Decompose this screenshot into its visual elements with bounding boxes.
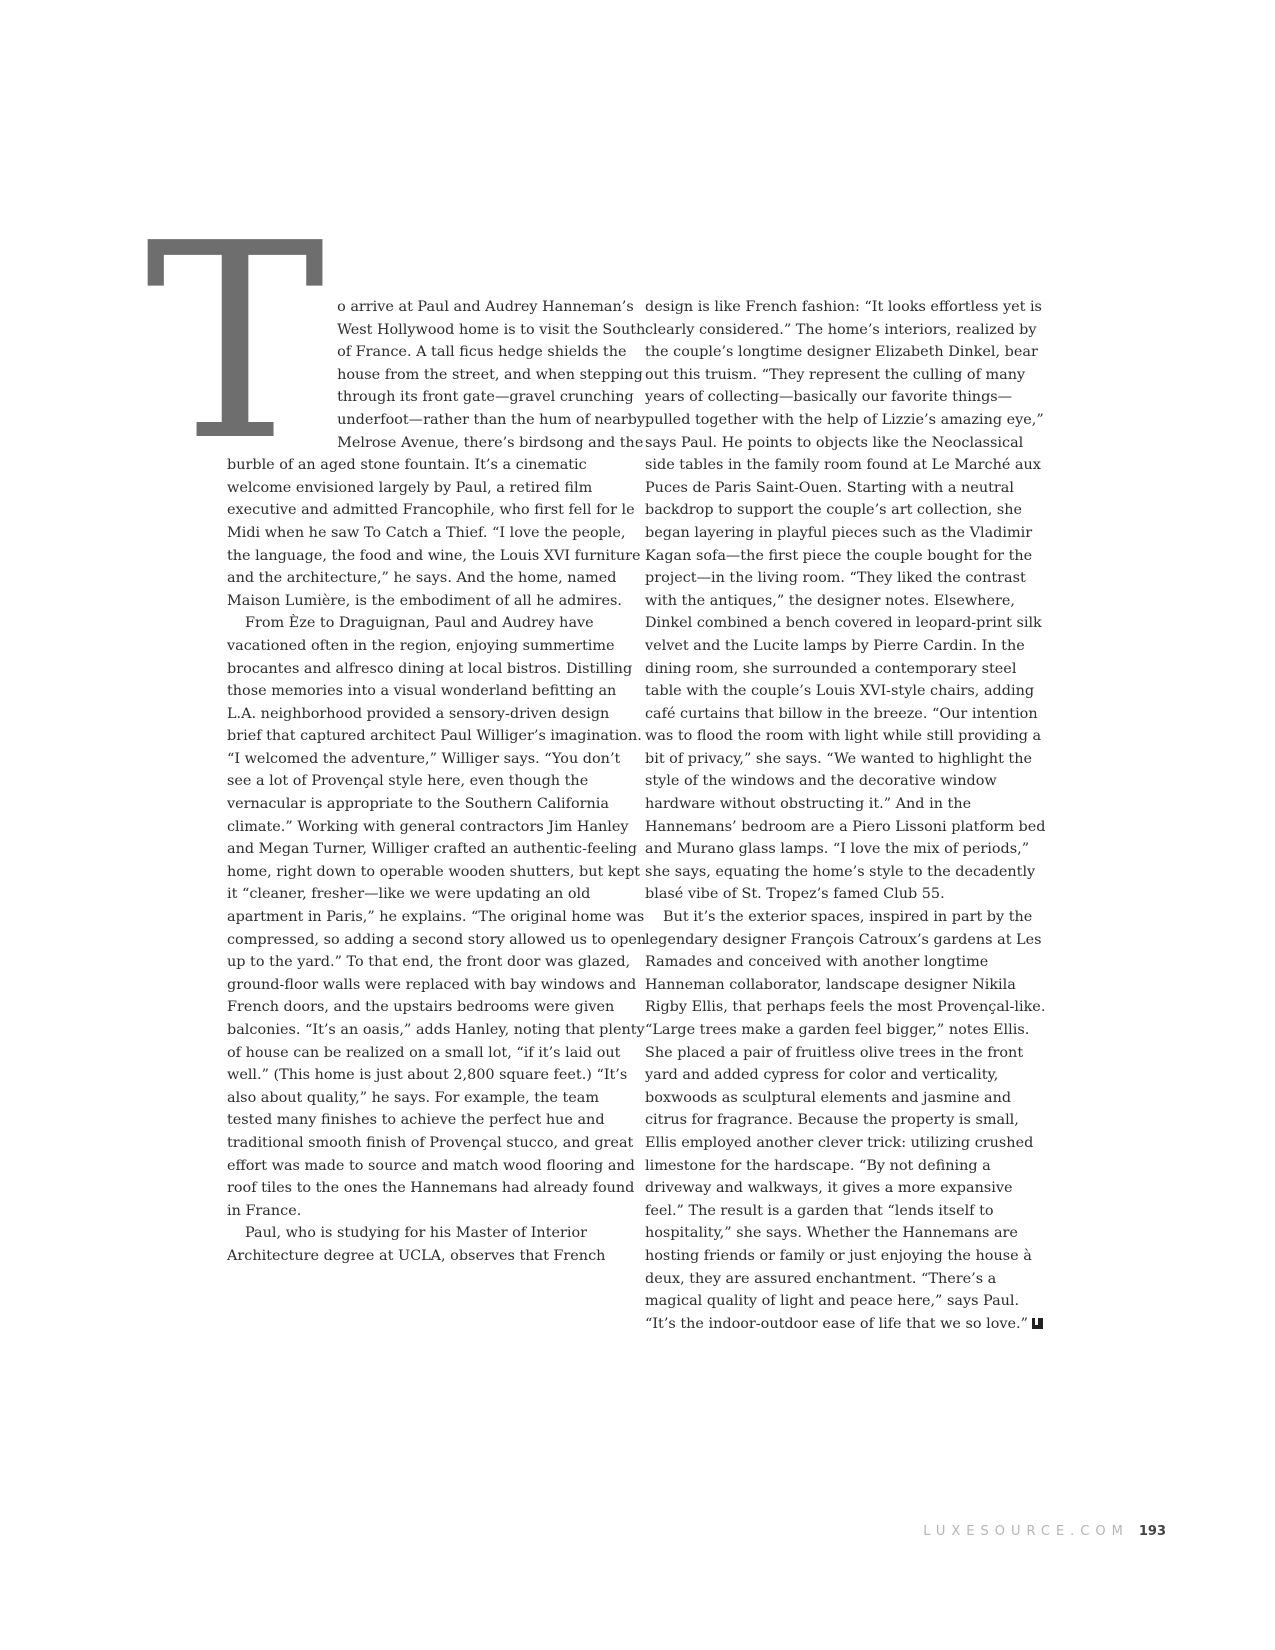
page-footer [923,1524,1166,1539]
end-mark-icon [1032,1318,1043,1329]
site-url: LUXESOURCE.COM [923,1524,1129,1539]
paragraph-3: Paul, who is studying for his Master of Interior Architecture degree at UCLA, observes that French [227,1225,606,1264]
article-column-left [145,185,647,1268]
paragraph-5 [645,906,1047,1335]
paragraph-5-text: But it’s the exterior spaces, inspired in part by the legendary designer François Catroux’s gardens at Les Ramades and conceived with another longtime Hanneman collaborator, landscape designer Nikila Rigby Ellis, that perhaps feels the most Provençal-like. “Large trees make a garden feel bigger,” notes Ellis. She placed a pair of fruitless olive trees in the front yard and added cypress for color and verticality, boxwoods as sculptural elements and jasmine and citrus for fragrance. Because the property is small, Ellis employed another clever trick: utilizing crushed limestone for the hardscape. “By not defining a driveway and walkways, it gives a more expansive feel.” The result is a garden that “lends itself to hospitality,” she says. Whether the Hannemans are hosting friends or family or just enjoying the house à deux, they are assured enchantment. “There’s a magical quality of light and peace here,” says Paul. “It’s the indoor-outdoor ease of life that we so love.” [645,909,1046,1332]
paragraph-1-text: o arrive at Paul and Audrey Hanneman’s West Hollywood home is to visit the South of France. A tall ficus hedge shields the house from the street, and when stepping through its front gate—gravel crunching underfoot—rather than the hum of nearby Melrose Avenue, there’s birdsong and the burble of an aged stone fountain. It’s a cinematic welcome envisioned largely by Paul, a retired film executive and admitted Francophile, who first fell for le Midi when he saw To Catch a Thief. “I love the people, the language, the food and wine, the Louis XVI furniture and the architecture,” he says. And the home, named Maison Lumière, is the embodiment of all he admires. [227,299,646,609]
article-column-right [645,296,1047,1335]
paragraph-1 [145,185,647,612]
paragraph-2: From Èze to Draguignan, Paul and Audrey have vacationed often in the region, enjoying summertime brocantes and alfresco dining at local bistros. Distilling those memories into a visual wonderland befitting an L.A. neighborhood provided a sensory-driven design brief that captured architect Paul Williger’s imagination. “I welcomed the adventure,” Williger says. “You don’t see a lot of Provençal style here, even though the vernacular is appropriate to the Southern California climate.” Working with general contractors Jim Hanley and Megan Turner, Williger crafted an authentic-feeling home, right down to operable wooden shutters, but kept it “cleaner, fresher—like we were updating an old apartment in Paris,” he explains. “The original home was compressed, so adding a second story allowed us to open up to the yard.” To that end, the front door was glazed, ground-floor walls were replaced with bay windows and French doors, and the upstairs bedrooms were given balconies. “It’s an oasis,” adds Hanley, noting that plenty of house can be realized on a small lot, “if it’s laid out well.” (This home is just about 2,800 square feet.) “It’s also about quality,” he says. For example, the team tested many finishes to achieve the perfect hue and traditional smooth finish of Provençal stucco, and great effort was made to source and match wood flooring and roof tiles to the ones the Hannemans had already found in France. [227,615,647,1219]
drop-cap: T [145,185,326,500]
page-number: 193 [1138,1524,1166,1539]
paragraph-4: design is like French fashion: “It looks effortless yet is clearly considered.” The home’s interiors, realized by the couple’s longtime designer Elizabeth Dinkel, bear out this truism. “They represent the culling of many years of collecting—basically our favorite things—pulled together with the help of Lizzie’s amazing eye,” says Paul. He points to objects like the Neoclassical side tables in the family room found at Le Marché aux Puces de Paris Saint-Ouen. Starting with a neutral backdrop to support the couple’s art collection, she began layering in playful pieces such as the Vladimir Kagan sofa—the first piece the couple bought for the project—in the living room. “They liked the contrast with the antiques,” the designer notes. Elsewhere, Dinkel combined a bench covered in leopard-print silk velvet and the Lucite lamps by Pierre Cardin. In the dining room, she surrounded a contemporary steel table with the couple’s Louis XVI-style chairs, adding café curtains that billow in the breeze. “Our intention was to flood the room with light while still providing a bit of privacy,” she says. “We wanted to highlight the style of the windows and the decorative window hardware without obstructing it.” And in the Hannemans’ bedroom are a Piero Lissoni platform bed and Murano glass lamps. “I love the mix of periods,” she says, equating the home’s style to the decadently blasé vibe of St. Tropez’s famed Club 55. [645,299,1046,903]
